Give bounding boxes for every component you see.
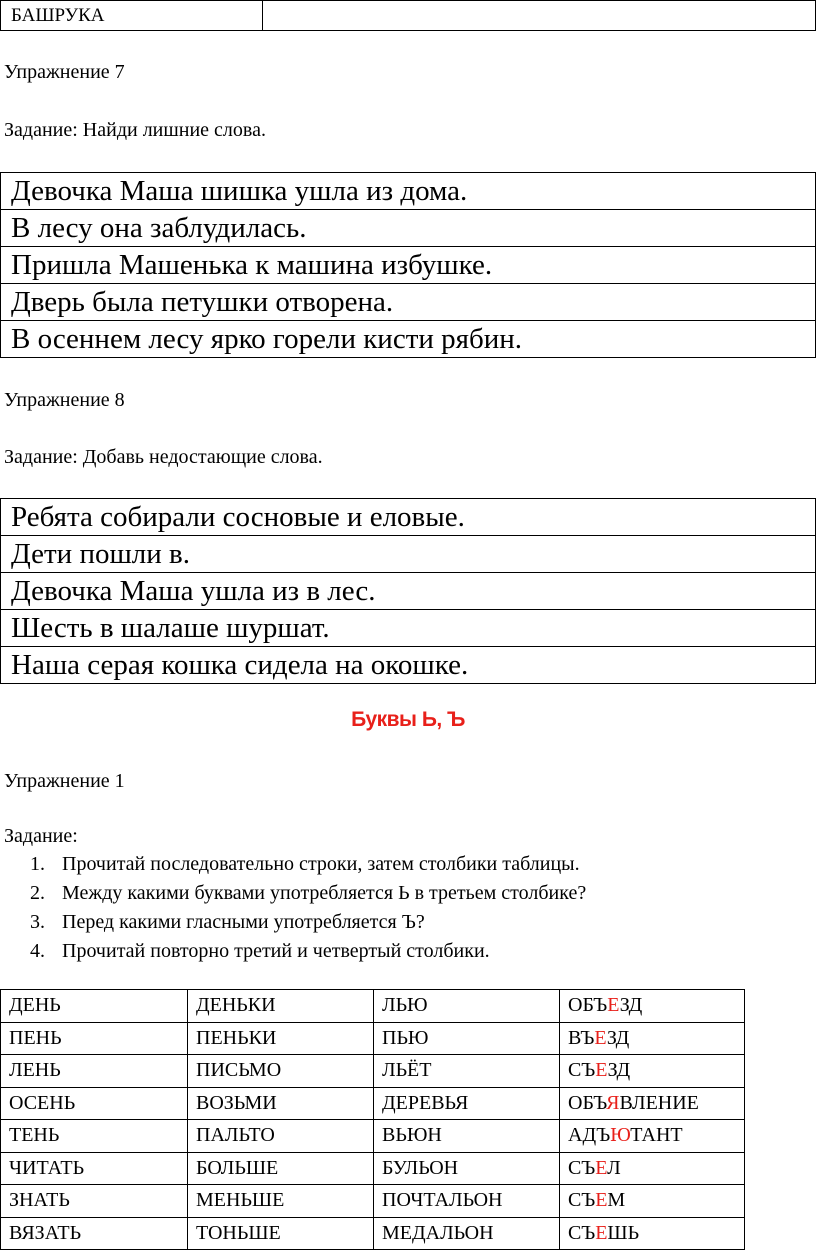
highlighted-vowel: Е <box>594 1026 607 1049</box>
sentence-row: Дети пошли в. <box>1 536 816 573</box>
table-cell: ПОЧТАЛЬОН <box>374 1185 560 1218</box>
list-number: 3. <box>30 911 45 933</box>
table-cell: ПИСЬМО <box>188 1055 374 1088</box>
list-text: Перед какими гласными употребляется Ъ? <box>62 911 425 933</box>
exercise-8-sentences <box>0 498 816 684</box>
table-cell <box>560 1120 745 1153</box>
table-cell: БОЛЬШЕ <box>188 1152 374 1185</box>
sentence-row: В лесу она заблудилась. <box>1 210 816 247</box>
cell-text: Л <box>607 1156 621 1179</box>
list-item <box>30 850 586 879</box>
sentence-row: Дверь была петушки отворена. <box>1 284 816 321</box>
list-number: 1. <box>30 853 45 875</box>
list-text: Прочитай повторно третий и четвертый столбики. <box>62 940 490 962</box>
highlighted-vowel: Е <box>595 1189 608 1212</box>
table-cell <box>560 1152 745 1185</box>
exercise-8-task: Задание: Добавь недостающие слова. <box>4 446 323 468</box>
table-cell: ПЕНЬ <box>1 1022 188 1055</box>
cell-text: ОБЪ <box>568 994 608 1017</box>
section-heading: Буквы Ь, Ъ <box>351 708 465 731</box>
table-cell: МЕДАЛЬОН <box>374 1217 560 1250</box>
table-row <box>1 1185 745 1218</box>
highlighted-vowel: Е <box>607 994 620 1017</box>
highlighted-vowel: Е <box>595 1059 608 1082</box>
table-cell: ДЕНЬКИ <box>188 990 374 1023</box>
exercise-1-steps <box>30 850 586 966</box>
cell-text: ТАНТ <box>630 1124 683 1147</box>
header-cell-empty <box>263 1 816 31</box>
highlighted-vowel: Ю <box>610 1124 631 1147</box>
table-cell <box>560 1185 745 1218</box>
cell-text: М <box>607 1189 626 1212</box>
table-cell <box>560 1217 745 1250</box>
highlighted-vowel: Е <box>595 1221 608 1244</box>
header-cell-name: БАШРУКА <box>1 1 263 31</box>
exercise-7-task: Задание: Найди лишние слова. <box>4 119 266 141</box>
table-cell: ДЕНЬ <box>1 990 188 1023</box>
highlighted-vowel: Е <box>595 1156 608 1179</box>
cell-text: СЪ <box>568 1189 596 1212</box>
exercise-1-title: Упражнение 1 <box>4 770 125 792</box>
table-cell: ЗНАТЬ <box>1 1185 188 1218</box>
highlighted-vowel: Я <box>606 1091 620 1114</box>
list-number: 2. <box>30 882 45 904</box>
table-cell <box>560 1087 745 1120</box>
table-cell: ЛЬЮ <box>374 990 560 1023</box>
table-cell: ПЕНЬКИ <box>188 1022 374 1055</box>
table-cell: МЕНЬШЕ <box>188 1185 374 1218</box>
table-row <box>1 1022 745 1055</box>
list-item <box>30 937 586 966</box>
sentence-row: Пришла Машенька к машина избушке. <box>1 247 816 284</box>
table-cell: ТЕНЬ <box>1 1120 188 1153</box>
table-cell <box>560 1022 745 1055</box>
cell-text: ЗД <box>606 1026 630 1049</box>
list-item <box>30 879 586 908</box>
table-row <box>1 1087 745 1120</box>
sentence-row: В осеннем лесу ярко горели кисти рябин. <box>1 321 816 358</box>
cell-text: ВЪ <box>568 1026 595 1049</box>
exercise-7-title: Упражнение 7 <box>4 61 125 83</box>
cell-text: АДЪ <box>568 1124 611 1147</box>
sentence-row: Ребята собирали сосновые и еловые. <box>1 499 816 536</box>
header-table <box>0 0 816 31</box>
table-cell: БУЛЬОН <box>374 1152 560 1185</box>
list-number: 4. <box>30 940 45 962</box>
letters-table <box>0 989 745 1250</box>
table-cell: ВОЗЬМИ <box>188 1087 374 1120</box>
list-text: Между какими буквами употребляется Ь в третьем столбике? <box>62 882 587 904</box>
table-cell: ЧИТАТЬ <box>1 1152 188 1185</box>
exercise-8-title: Упражнение 8 <box>4 389 125 411</box>
list-text: Прочитай последовательно строки, затем столбики таблицы. <box>62 853 580 875</box>
table-cell: ПАЛЬТО <box>188 1120 374 1153</box>
table-row <box>1 990 745 1023</box>
table-cell: ДЕРЕВЬЯ <box>374 1087 560 1120</box>
cell-text: ЗД <box>607 1059 631 1082</box>
table-cell: ПЬЮ <box>374 1022 560 1055</box>
sentence-row: Девочка Маша ушла из в лес. <box>1 573 816 610</box>
table-row <box>1 1120 745 1153</box>
table-cell: ВЯЗАТЬ <box>1 1217 188 1250</box>
table-row <box>1 1217 745 1250</box>
cell-text: СЪ <box>568 1221 596 1244</box>
table-row <box>1 1152 745 1185</box>
cell-text: СЪ <box>568 1156 596 1179</box>
cell-text: ВЛЕНИЕ <box>619 1091 699 1114</box>
sentence-row: Шесть в шалаше шуршат. <box>1 610 816 647</box>
table-cell: ОСЕНЬ <box>1 1087 188 1120</box>
sentence-row: Наша серая кошка сидела на окошке. <box>1 647 816 684</box>
exercise-7-sentences <box>0 172 816 358</box>
table-cell: ВЬЮН <box>374 1120 560 1153</box>
cell-text: ОБЪ <box>568 1091 607 1114</box>
cell-text: ШЬ <box>607 1221 640 1244</box>
sentence-row: Девочка Маша шишка ушла из дома. <box>1 173 816 210</box>
cell-text: СЪ <box>568 1059 596 1082</box>
table-row <box>1 1055 745 1088</box>
table-cell: ТОНЬШЕ <box>188 1217 374 1250</box>
table-cell: ЛЕНЬ <box>1 1055 188 1088</box>
table-cell: ЛЬЁТ <box>374 1055 560 1088</box>
exercise-1-task-label: Задание: <box>4 825 78 847</box>
table-cell <box>560 990 745 1023</box>
table-cell <box>560 1055 745 1088</box>
cell-text: ЗД <box>619 994 643 1017</box>
list-item <box>30 908 586 937</box>
